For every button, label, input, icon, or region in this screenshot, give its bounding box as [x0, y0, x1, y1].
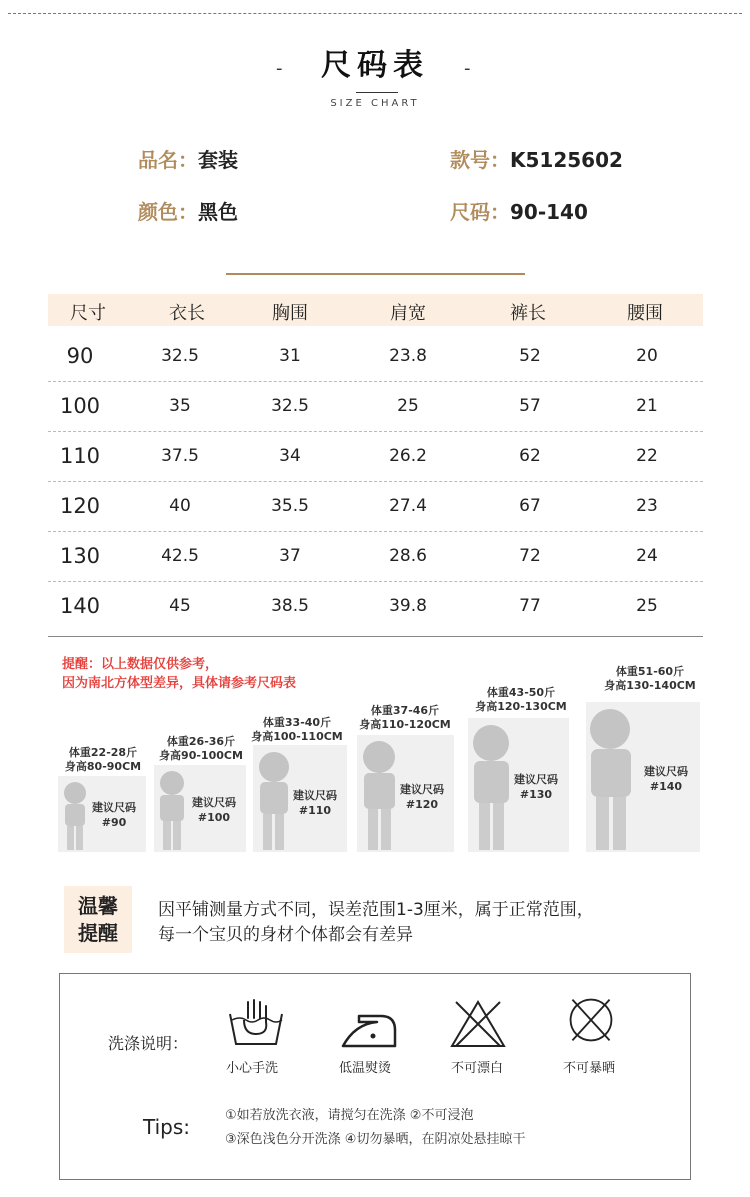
table-cell: 72	[519, 546, 541, 566]
kid-height: 身高110-120CM	[359, 718, 451, 731]
table-cell: 25	[397, 396, 419, 416]
product-color-value: 黑色	[198, 200, 238, 224]
table-cell: 77	[519, 596, 541, 616]
low-iron-icon	[339, 1004, 399, 1056]
table-row	[48, 382, 703, 432]
kid-height: 身高100-110CM	[251, 730, 343, 743]
table-cell: 90	[66, 344, 94, 368]
table-cell: 120	[59, 494, 101, 518]
care-name: 不可暴晒	[562, 1061, 615, 1076]
product-code-key: 款号：	[450, 148, 510, 172]
kid-weight: 体重51-60斤	[615, 665, 685, 678]
product-code-value: K5125602	[510, 148, 623, 172]
page-title: 尺码表	[321, 48, 429, 83]
table-cell: 42.5	[161, 546, 199, 566]
table-cell: 57	[519, 396, 541, 416]
table-cell: 26.2	[389, 446, 427, 466]
product-size-key: 尺码：	[450, 200, 510, 224]
kid-size-label	[285, 788, 345, 818]
product-code	[450, 144, 623, 173]
kid-size-text: 建议尺码	[644, 765, 688, 778]
kid-weight-height	[594, 665, 706, 693]
table-cell: 20	[636, 346, 658, 366]
kid-height: 身高90-100CM	[159, 749, 243, 762]
table-header-cell: 肩宽	[390, 303, 426, 324]
table-cell: 52	[519, 346, 541, 366]
table-cell: 23	[636, 496, 658, 516]
title-dash-right: -	[464, 58, 471, 79]
table-header-cell: 衣长	[169, 303, 205, 324]
kid-weight: 体重22-28斤	[68, 746, 138, 759]
table-cell: 35.5	[271, 496, 309, 516]
product-name-value: 套装	[198, 148, 238, 172]
table-cell: 37.5	[161, 446, 199, 466]
table-cell: 37	[279, 546, 301, 566]
kid-size-code: #90	[101, 816, 127, 829]
table-cell: 34	[279, 446, 301, 466]
hand-wash-icon	[226, 998, 286, 1050]
table-cell: 38.5	[271, 596, 309, 616]
table-header-cell: 腰围	[627, 303, 663, 324]
kid-size-code: #110	[298, 804, 332, 817]
warm-tip-badge-line: 温馨	[78, 894, 118, 918]
kid-weight: 体重33-40斤	[262, 716, 332, 729]
title-underline	[356, 92, 398, 93]
product-name-key: 品名：	[138, 148, 198, 172]
reminder-line: 因为南北方体型差异，具体请参考尺码表	[62, 676, 297, 691]
kid-size-label	[506, 772, 566, 802]
kid-size-label	[392, 782, 452, 812]
info-divider	[226, 273, 525, 275]
table-cell: 40	[169, 496, 191, 516]
table-cell: 130	[59, 544, 101, 568]
no-bleach-icon	[448, 998, 508, 1050]
table-row	[48, 482, 703, 532]
care-label: 洗涤说明：	[108, 1034, 189, 1053]
table-cell: 100	[59, 394, 101, 418]
table-row	[48, 532, 703, 582]
reminder-line: 提醒：以上数据仅供参考，	[62, 657, 219, 672]
table-cell: 32.5	[161, 346, 199, 366]
table-cell: 32.5	[271, 396, 309, 416]
table-cell: 24	[636, 546, 658, 566]
product-color-key: 颜色：	[138, 200, 198, 224]
table-cell: 22	[636, 446, 658, 466]
table-header	[48, 294, 703, 326]
kid-weight-height	[352, 704, 458, 732]
kid-height: 身高120-130CM	[475, 700, 567, 713]
table-header-cell: 尺寸	[70, 303, 106, 324]
kid-size-code: #100	[197, 811, 231, 824]
table-cell: 27.4	[389, 496, 427, 516]
product-name	[138, 144, 238, 173]
reminder-note	[62, 655, 296, 693]
no-sun-icon	[561, 994, 621, 1046]
table-cell: 67	[519, 496, 541, 516]
warm-tip-badge-line: 提醒	[78, 921, 118, 945]
table-bottom-rule	[48, 636, 703, 637]
tips-label: Tips:	[143, 1115, 191, 1139]
warm-tip-badge	[64, 886, 132, 953]
table-cell: 25	[636, 596, 658, 616]
table-row	[48, 332, 703, 382]
kid-weight-height	[245, 716, 349, 744]
table-cell: 35	[169, 396, 191, 416]
kid-size-label	[636, 764, 696, 794]
title-block	[0, 40, 750, 84]
table-header-cell: 裤长	[510, 303, 546, 324]
table-cell: 62	[519, 446, 541, 466]
kid-size-text: 建议尺码	[92, 801, 136, 814]
warm-tip-text	[158, 898, 594, 948]
warm-tip-line: 每一个宝贝的身材个体都会有差异	[158, 925, 413, 945]
kid-weight: 体重43-50斤	[486, 686, 556, 699]
table-row	[48, 582, 703, 632]
kid-size-code: #140	[649, 780, 683, 793]
tips-line: ①如若放洗衣液，请搅匀在洗涤 ②不可浸泡	[225, 1108, 474, 1123]
care-name: 不可漂白	[450, 1061, 503, 1076]
warm-tip-line: 因平铺测量方式不同，误差范围1-3厘米，属于正常范围，	[158, 900, 594, 920]
kid-size-text: 建议尺码	[514, 773, 558, 786]
kid-weight-height	[155, 735, 247, 763]
title-dash-left: -	[276, 58, 283, 79]
kid-size-text: 建议尺码	[400, 783, 444, 796]
kid-size-code: #120	[405, 798, 439, 811]
kid-size-label	[184, 795, 244, 825]
table-cell: 39.8	[389, 596, 427, 616]
kid-size-label	[84, 800, 144, 830]
table-header-cell: 胸围	[272, 303, 308, 324]
table-cell: 45	[169, 596, 191, 616]
kid-weight-height	[58, 746, 148, 774]
kid-height: 身高130-140CM	[604, 679, 696, 692]
product-color	[138, 196, 238, 225]
table-row	[48, 432, 703, 482]
table-cell: 110	[59, 444, 101, 468]
kid-size-text: 建议尺码	[192, 796, 236, 809]
table-cell: 21	[636, 396, 658, 416]
kid-size-code: #130	[519, 788, 553, 801]
top-dashed-divider	[8, 13, 742, 14]
page-subtitle: SIZE CHART	[330, 98, 420, 109]
table-cell: 31	[279, 346, 301, 366]
table-cell: 28.6	[389, 546, 427, 566]
table-cell: 140	[59, 594, 101, 618]
product-size-value: 90-140	[510, 200, 588, 224]
kid-height: 身高80-90CM	[64, 760, 142, 773]
care-name: 小心手洗	[225, 1061, 278, 1076]
care-name: 低温熨烫	[338, 1061, 391, 1076]
tips-line: ③深色浅色分开洗涤 ④切勿暴晒，在阴凉处悬挂晾干	[225, 1132, 526, 1147]
kid-size-text: 建议尺码	[293, 789, 337, 802]
kid-weight-height	[466, 686, 576, 714]
product-size	[450, 196, 588, 225]
kid-weight: 体重37-46斤	[370, 704, 440, 717]
table-cell: 23.8	[389, 346, 427, 366]
kid-weight: 体重26-36斤	[166, 735, 236, 748]
